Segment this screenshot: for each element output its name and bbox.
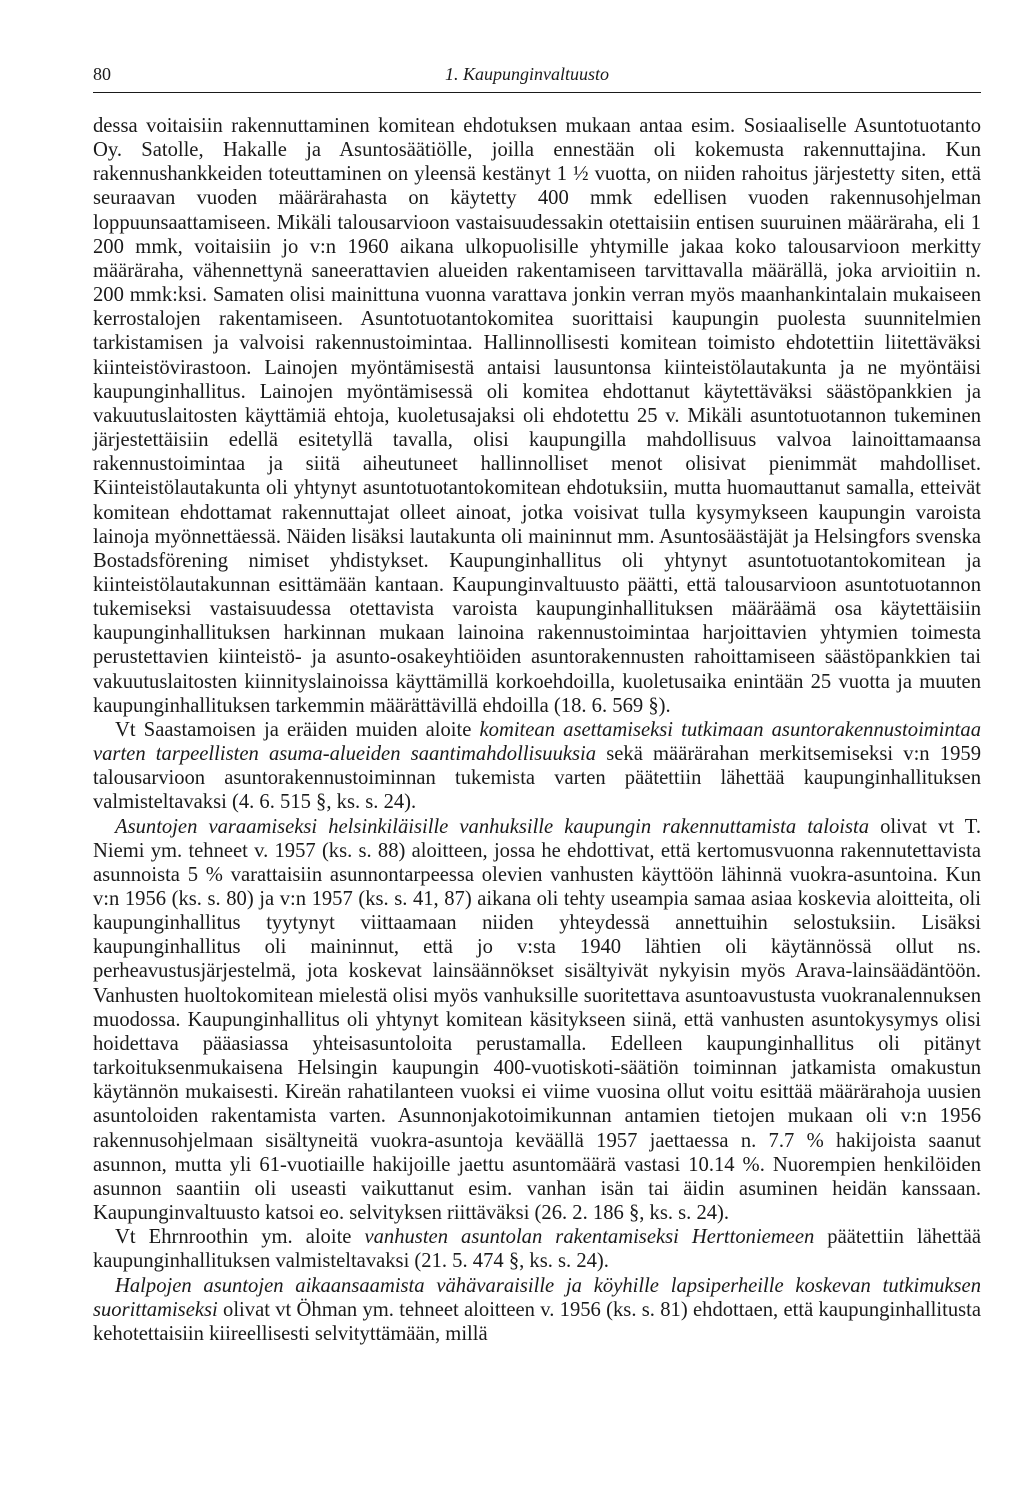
paragraph-text: sekä määrärahan merkitsemiseksi v:n 1959 talousarvioon asuntorakennustoiminnan tukemista varten päätettiin lähettää kaupunginhallituksen valmisteltavaksi (4. 6. 515 §, ks. s. 24).	[93, 743, 981, 814]
paragraph-emphasis: vanhusten asuntolan rakentamiseksi Herttoniemeen	[364, 1226, 815, 1249]
paragraph-text: olivat vt T. Niemi ym. tehneet v. 1957 (ks. s. 88) aloitteen, jossa he ehdottivat, että kertomusvuonna rakennutettavista asunnoista 5 % varattaisiin asunnontarpeessa olevien vanhusten käyttöön lähinnä vuokra-asuntoina. Kun v:n 1956 (ks. s. 80) ja v:n 1957 (ks. s. 41, 87) aikana oli tehty useampia samaa asiaa koskevia aloitteita, oli kaupunginhallitus tyytynyt viittaamaan niiden yhteydessä annettuihin selostuksiin. Lisäksi kaupunginhallitus oli maininnut, että jo v:sta 1940 lähtien oli käytännössä ollut ns. perheavustusjärjestelmä, jota koskevat lainsäännökset sisältyivät nykyisin myös Arava-lainsäädäntöön. Vanhusten huoltokomitean mielestä olisi myös vanhuksille suoritettava asuntoavustusta vuokranalennuksen muodossa. Kaupunginhallitus oli yhtynyt komitean käsitykseen siinä, että vanhusten asuntokysymys olisi hoidettava pääasiassa yhteisasuntoloita perustamalla. Edelleen kaupunginhallitus oli pitänyt tarkoituksenmukaisena Helsingin kaupungin 400-vuotiskoti-säätiön toiminnan jatkamista omakustun käytännön mukaisesti. Kireän rahatilanteen vuoksi ei viime vuosina ollut voitu esittää määrärahoja uusien asuntoloiden rakentamista varten. Asunnonjakotoimikunnan antamien tietojen mukaan oli v:n 1956 rakennusohjelmaan sisältyneitä vuokra-asuntoja keväällä 1957 jaettaessa n. 7.7 % hakijoista saanut asunnon, mutta yli 61-vuotiaille hakijoille jaettu asuntomäärä vastasi 10.14 %. Nuorempien henkilöiden asunnon saantiin oli useasti vaikuttanut esim. vanhan isän tai äidin asuminen heidän kanssaan. Kaupunginvaltuusto katsoi eo. selvityksen riittäväksi (26. 2. 186 §, ks. s. 24).	[93, 815, 981, 1225]
paragraph-4	[93, 1225, 981, 1273]
paragraph-3	[93, 815, 981, 1226]
body-text	[93, 114, 981, 1346]
paragraph-text: Vt Saastamoisen ja eräiden muiden aloite	[115, 718, 480, 741]
paragraph-text: Vt Ehrnroothin ym. aloite	[115, 1226, 365, 1249]
paragraph-1	[93, 114, 981, 718]
paragraph-text: olivat vt Öhman ym. tehneet aloitteen v. 1956 (ks. s. 81) ehdottaen, että kaupunginhallitusta kehotettaisiin kiireellisesti selvityttämään, millä	[93, 1298, 981, 1345]
page-number: 80	[93, 64, 111, 84]
page-header	[93, 62, 981, 93]
paragraph-2	[93, 718, 981, 815]
paragraph-text: dessa voitaisiin rakennuttaminen komitean ehdotuksen mukaan antaa esim. Sosiaaliselle Asuntotuotanto Oy. Satolle, Hakalle ja Asuntosäätiölle, joilla ennestään oli kokemusta rakennuttajina. Kun rakennushankkeiden toteuttaminen on yleensä kestänyt 1 ½ vuotta, on niiden rahoitus järjestetty siten, että seuraavan vuoden määrärahasta on käytetty 400 mmk edellisen vuoden rakennusohjelman loppuunsaattamiseen. Mikäli talousarvioon vastaisuudessakin otettaisiin entisen suuruinen määräraha, eli 1 200 mmk, voitaisiin jo v:n 1960 aikana ulkopuolisille yhtymille jakaa koko talousarvioon merkitty määräraha, vähennettynä saneerattavien alueiden rakentamiseen tarvittavalla määrällä, joka arvioitiin n. 200 mmk:ksi. Samaten olisi mainittuna vuonna varattava jonkin verran myös maanhankintalain mukaiseen kerrostalojen rakentamiseen. Asuntotuotantokomitea suorittaisi kaupungin puolesta suunnitelmien tarkistamisen ja valvoisi rakennustoimintaa. Hallinnollisesti komitean toimisto ehdotettiin liitettäväksi kiinteistövirastoon. Lainojen myöntämisestä antaisi lausuntonsa kiinteistölautakunta ja ne myöntäisi kaupunginhallitus. Lainojen myöntämisessä oli komitea ehdottanut käytettäväksi säästöpankkien ja vakuutuslaitosten käyttämiä ehtoja, kuoletusajaksi oli ehdotettu 25 v. Mikäli asuntotuotannon tukeminen järjestettäisiin edellä esitetyllä tavalla, olisi kaupungilla mahdollisuus valvoa lainoittamaansa rakennustoimintaa ja siitä aiheutuneet hallinnolliset menot olisivat pienimmät mahdolliset. Kiinteistölautakunta oli yhtynyt asuntotuotantokomitean ehdotuksiin, mutta huomauttanut samalla, etteivät komitean ehdottamat rakennuttajat olleet ainoat, jotka voisivat tulla kysymykseen kaupungin varoista lainoja myönnettäessä. Näiden lisäksi lautakunta oli maininnut mm. Asuntosäästäjät ja Helsingfors svenska Bostadsförening nimiset yhdistykset. Kaupunginhallitus oli yhtynyt asuntotuotantokomitean ja kiinteistölautakunnan esittämään kantaan. Kaupunginvaltuusto päätti, että talousarvioon asuntotuotannon tukemiseksi vastaisuudessa otettavista varoista kaupunginhallituksen määräämä osa käytettäisiin kaupunginhallituksen harkinnan mukaan lainoina rakennustoimintaa harjoittavien yhtymien toimesta perustettavien kiinteistö- ja asunto-osakeyhtiöiden asuntorakennusten rahoittamiseen säästöpankkien tai vakuutuslaitosten kiinnityslainoissa käyttämillä korkoehdoilla, kuoletusaika enintään 25 vuotta ja muuten kaupunginhallituksen tarkemmin määrättävillä ehdoilla (18. 6. 569 §).	[93, 115, 981, 717]
running-title: 1. Kaupunginvaltuusto	[445, 64, 610, 84]
paragraph-emphasis: Asuntojen varaamiseksi helsinkiläisille vanhuksille kaupungin rakennuttamista taloista	[115, 815, 869, 838]
paragraph-text: päätettiin lähettää kaupunginhallituksen valmisteltavaksi (21. 5. 474 §, ks. s. 24).	[93, 1226, 981, 1273]
paragraph-emphasis: Halpojen asuntojen aikaansaamista vähävaraisille ja köyhille lapsiperheille koskevan tutkimuksen suorittamiseksi	[93, 1274, 981, 1321]
paragraph-5	[93, 1274, 981, 1346]
paragraph-emphasis: komitean asettamiseksi tutkimaan asuntorakennustoimintaa varten tarpeellisten asuma-alueiden saantimahdollisuuksia	[93, 718, 981, 766]
